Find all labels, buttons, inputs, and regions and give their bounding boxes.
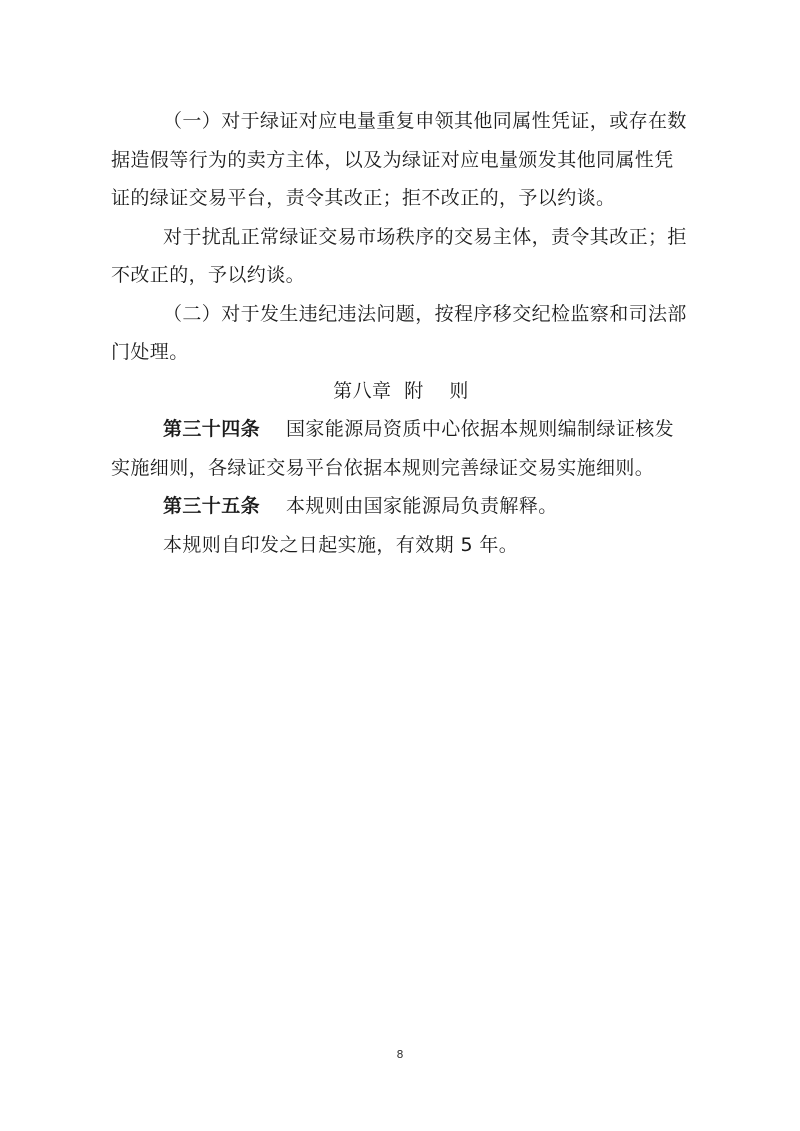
closing-statement: 本规则自印发之日起实施，有效期 5 年。: [163, 533, 519, 556]
article-34-title: 第三十四条: [163, 418, 261, 440]
chapter-heading: 第八章 附 则: [333, 379, 469, 402]
paragraph-item-2: （二）对于发生违纪违法问题，按程序移交纪检监察和司法部门处理。: [111, 302, 687, 363]
article-35-title: 第三十五条: [163, 495, 261, 517]
article-34-text: 国家能源局资质中心依据本规则编制绿证核发实施细则，各绿证交易平台依据本规则完善绿证交易实施细则。: [111, 418, 675, 479]
paragraph-market-order: 对于扰乱正常绿证交易市场秩序的交易主体，责令其改正；拒不改正的，予以约谈。: [111, 225, 687, 286]
article-35-text: 本规则由国家能源局负责解释。: [286, 495, 558, 517]
article-35: [111, 487, 691, 526]
paragraph-item-1: （一）对于绿证对应电量重复申领其他同属性凭证，或存在数据造假等行为的卖方主体，以及为绿证对应电量颁发其他同属性凭证的绿证交易平台，责令其改正；拒不改正的，予以约谈。: [111, 110, 687, 209]
article-34: [111, 410, 691, 487]
document-body: [111, 102, 691, 564]
page-number: 8: [396, 1048, 404, 1061]
